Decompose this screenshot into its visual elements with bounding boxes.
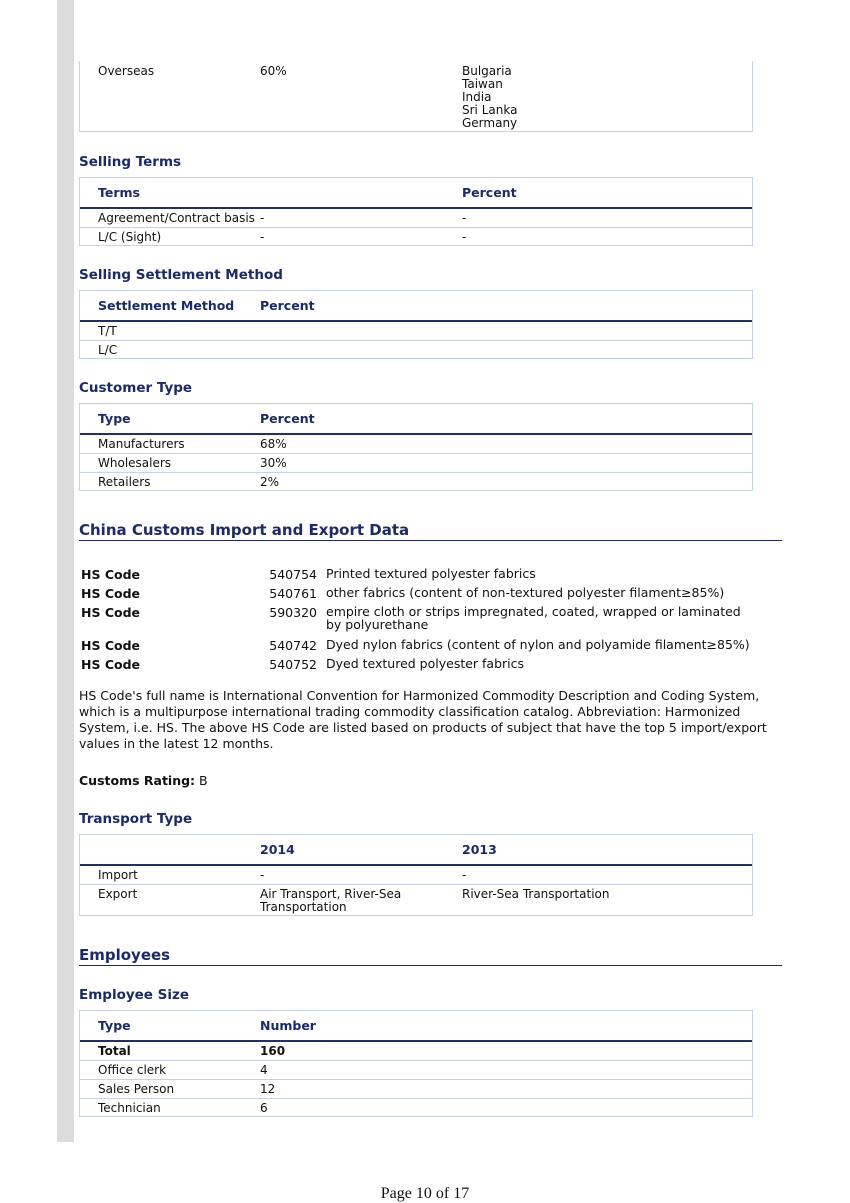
rating-label: Customs Rating: (79, 773, 196, 788)
cell: Technician (98, 1101, 161, 1115)
country: Taiwan (462, 77, 503, 91)
cell: Sales Person (98, 1082, 175, 1096)
hs-desc: Dyed textured polyester fabrics (326, 656, 525, 671)
table-row (80, 228, 752, 245)
table-row (80, 454, 752, 473)
cell: 4 (260, 1063, 268, 1077)
hs-code: 540754 (269, 567, 317, 582)
table-header (80, 404, 752, 435)
cell: Wholesalers (98, 456, 172, 470)
cell: - (260, 230, 265, 244)
transport-table (79, 834, 753, 916)
table-row (80, 341, 752, 358)
market-percent: 60% (260, 64, 287, 78)
table-row (80, 885, 752, 915)
cell: - (462, 230, 467, 244)
country: Sri Lanka (462, 103, 518, 117)
cell: T/T (98, 324, 117, 338)
page-number: Page 10 of 17 (380, 1185, 470, 1202)
hs-desc: Dyed nylon fabrics (content of nylon and polyamide filament≥85%) (326, 637, 750, 652)
table-row-total (80, 1042, 752, 1061)
table-row (80, 209, 752, 228)
rating-value: B (199, 773, 208, 788)
country: Bulgaria (462, 64, 512, 78)
country: Germany (462, 116, 518, 130)
table-row (80, 1080, 752, 1099)
cell: - (462, 211, 467, 225)
country: India (462, 90, 492, 104)
markets-table (79, 61, 753, 132)
market-countries (462, 65, 517, 130)
table-header (80, 1011, 752, 1042)
customer-type-table (79, 403, 753, 491)
header-type: Type (98, 1018, 131, 1033)
cell: 30% (260, 456, 287, 470)
hs-desc: Printed textured polyester fabrics (326, 566, 536, 581)
table-row (80, 473, 752, 490)
settlement-table (79, 290, 753, 359)
header-type: Type (98, 411, 131, 426)
selling-terms-heading: Selling Terms (79, 154, 182, 170)
table-header (80, 835, 752, 866)
cell: 2% (260, 475, 280, 489)
hs-note: HS Code's full name is International Convention for Harmonized Commodity Description and Coding System, which is a multipurpose international trading commodity classification catalog. Abbreviation: Harmonized System, i.e. HS. The above HS Code are listed based on products of subject that have the top 5 import/export values in the latest 12 months. (79, 688, 767, 751)
hs-label: HS Code (81, 657, 141, 672)
cell: Agreement/Contract basis (98, 211, 255, 225)
hs-desc: empire cloth or strips impregnated, coated, wrapped or laminated by polyurethane (326, 604, 741, 632)
header-terms: Terms (98, 185, 140, 200)
left-margin-bar (57, 0, 74, 1142)
cell: Office clerk (98, 1063, 167, 1077)
cell: - (260, 211, 265, 225)
header-2013: 2013 (462, 842, 497, 857)
customs-section-heading: China Customs Import and Export Data (79, 521, 782, 541)
table-row (80, 866, 752, 885)
table-row (80, 1099, 752, 1116)
header-2014: 2014 (260, 842, 295, 857)
cell: L/C (Sight) (98, 230, 162, 244)
cell: Export (98, 887, 138, 901)
cell: 68% (260, 437, 287, 451)
header-percent: Percent (260, 298, 315, 313)
cell: - (260, 868, 265, 882)
header-percent: Percent (462, 185, 517, 200)
header-percent: Percent (260, 411, 315, 426)
cell: Manufacturers (98, 437, 185, 451)
cell: 160 (260, 1044, 286, 1058)
cell: - (462, 868, 467, 882)
employees-section-heading: Employees (79, 946, 782, 966)
header-method: Settlement Method (98, 298, 235, 313)
hs-code: 590320 (269, 605, 317, 620)
market-label: Overseas (98, 64, 155, 78)
hs-label: HS Code (81, 567, 141, 582)
cell: Air Transport, River-Sea Transportation (260, 887, 402, 914)
hs-code: 540752 (269, 657, 317, 672)
employee-size-heading: Employee Size (79, 987, 190, 1003)
selling-terms-table (79, 177, 753, 246)
cell: 12 (260, 1082, 276, 1096)
table-header (80, 291, 752, 322)
table-row (80, 322, 752, 341)
cell: Total (98, 1044, 131, 1058)
cell: Retailers (98, 475, 151, 489)
employee-size-table (79, 1010, 753, 1117)
cell: River-Sea Transportation (462, 887, 610, 901)
table-row (80, 1061, 752, 1080)
cell: 6 (260, 1101, 268, 1115)
settlement-heading: Selling Settlement Method (79, 267, 283, 283)
table-row (80, 435, 752, 454)
customs-rating (79, 773, 784, 789)
cell: Import (98, 868, 138, 882)
transport-heading: Transport Type (79, 811, 193, 827)
hs-label: HS Code (81, 638, 141, 653)
hs-label: HS Code (81, 586, 141, 601)
customer-type-heading: Customer Type (79, 380, 193, 396)
header-number: Number (260, 1018, 316, 1033)
hs-desc: other fabrics (content of non-textured polyester filament≥85%) (326, 585, 725, 600)
hs-code: 540742 (269, 638, 317, 653)
hs-label: HS Code (81, 605, 141, 620)
hs-code: 540761 (269, 586, 317, 601)
table-header (80, 178, 752, 209)
cell: L/C (98, 343, 118, 357)
